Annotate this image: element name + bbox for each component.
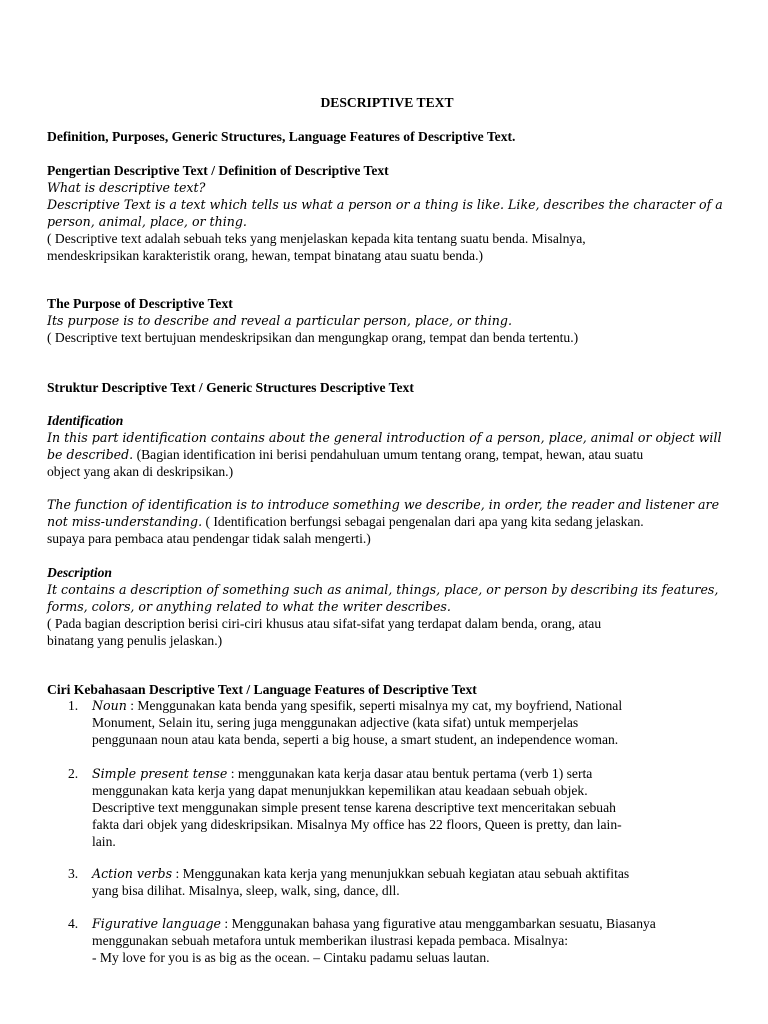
list-number: 2.: [68, 766, 79, 781]
identification-id-line2: (Bagian identification ini berisi pendahuluan umum tentang orang, tempat, hewan, atau suatu: [133, 447, 644, 462]
list-text: penggunaan noun atau kata benda, seperti a big house, a smart student, an independence woman.: [92, 732, 619, 747]
language-heading: Ciri Kebahasaan Descriptive Text / Language Features of Descriptive Text: [47, 682, 477, 697]
list-number: 3.: [68, 866, 79, 881]
description-en-line1: It contains a description of something such as animal, things, place, or person by describing its features,: [47, 582, 719, 597]
language-features-list-3: [47, 865, 727, 899]
purpose-section: [47, 295, 719, 346]
purpose-heading: The Purpose of Descriptive Text: [47, 296, 233, 311]
language-features-list-4: [47, 915, 727, 966]
list-number: 1.: [68, 698, 79, 713]
definition-section: [47, 162, 723, 264]
description-id-line1: ( Pada bagian description berisi ciri-ciri khusus atau sifat-sifat yang terdapat dalam benda, orang, atau: [47, 616, 602, 631]
list-item: [47, 915, 727, 966]
list-text: fakta dari objek yang dideskripsikan. Misalnya My office has 22 floors, Queen is pretty, dan lain-: [92, 817, 622, 832]
list-text: menggunakan kata kerja yang dapat menunjukkan kepemilikan atau keadaan sebuah objek.: [92, 783, 588, 798]
list-text: yang bisa dilihat. Misalnya, sleep, walk, sing, dance, dll.: [92, 883, 400, 898]
identification-label: Identification: [47, 413, 124, 428]
definition-heading: Pengertian Descriptive Text / Definition of Descriptive Text: [47, 163, 389, 178]
list-text: Descriptive text menggunakan simple present tense karena descriptive text menceritakan sebuah: [92, 800, 616, 815]
description-en-line2: forms, colors, or anything related to what the writer describes.: [47, 599, 451, 614]
identification-en-line1: In this part identification contains about the general introduction of a person, place, animal or object will: [47, 430, 722, 445]
identification-id-line3: object yang akan di deskripsikan.): [47, 464, 234, 479]
list-term: Simple present tense: [92, 766, 228, 781]
list-text: - My love for you is as big as the ocean. – Cintaku padamu seluas lautan.: [92, 950, 490, 965]
function-id-line3: supaya para pembaca atau pendengar tidak salah mengerti.): [47, 531, 371, 546]
definition-id-line1: ( Descriptive text adalah sebuah teks yang menjelaskan kepada kita tentang suatu benda. Misalnya,: [47, 231, 586, 246]
identification-en-line2: be described.: [47, 447, 134, 462]
function-en-line1: The function of identification is to introduce something we describe, in order, the reader and listener are: [47, 497, 720, 512]
definition-en-line2: person, animal, place, or thing.: [47, 214, 247, 229]
list-item: [47, 697, 727, 748]
language-features-list-2: [47, 765, 727, 850]
definition-id-line2: mendeskripsikan karakteristik orang, hewan, tempat binatang atau suatu benda.): [47, 248, 483, 263]
description-section: [47, 564, 719, 649]
description-id-line2: binatang yang penulis jelaskan.): [47, 633, 223, 648]
list-text: : Menggunakan bahasa yang figurative atau menggambarkan sesuatu, Biasanya: [220, 916, 656, 931]
list-text: : menggunakan kata kerja dasar atau bentuk pertama (verb 1) serta: [227, 766, 593, 781]
list-number: 4.: [68, 916, 79, 931]
page-title: DESCRIPTIVE TEXT: [320, 95, 454, 110]
function-id-line2: ( Identification berfungsi sebagai pengenalan dari apa yang kita sedang jelaskan.: [202, 514, 644, 529]
subtitle: Definition, Purposes, Generic Structures, Language Features of Descriptive Text.: [47, 129, 516, 144]
function-en-line2: not miss-understanding.: [47, 514, 203, 529]
purpose-en: Its purpose is to describe and reveal a particular person, place, or thing.: [47, 313, 512, 328]
purpose-id: ( Descriptive text bertujuan mendeskripsikan dan mengungkap orang, tempat dan benda tertentu.): [47, 330, 579, 345]
list-term: Action verbs: [92, 866, 173, 881]
list-text: : Menggunakan kata benda yang spesifik, seperti misalnya my cat, my boyfriend, National: [126, 698, 623, 713]
list-text: menggunakan sebuah metafora untuk memberikan ilustrasi kepada pembaca. Misalnya:: [92, 933, 569, 948]
definition-en-line1: Descriptive Text is a text which tells us what a person or a thing is like. Like, describes the character of a: [47, 197, 723, 212]
list-item: [47, 765, 727, 850]
description-label: Description: [47, 565, 112, 580]
list-text: Monument, Selain itu, sering juga menggunakan adjective (kata sifat) untuk memperjelas: [92, 715, 579, 730]
list-item: [47, 865, 727, 899]
definition-question: What is descriptive text?: [47, 180, 206, 195]
list-term: Noun: [92, 698, 127, 713]
identification-section: [47, 412, 722, 480]
list-text: lain.: [92, 834, 116, 849]
structure-section: [47, 379, 719, 396]
list-text: : Menggunakan kata kerja yang menunjukkan sebuah kegiatan atau sebuah aktifitas: [172, 866, 630, 881]
structure-heading: Struktur Descriptive Text / Generic Structures Descriptive Text: [47, 380, 414, 395]
identification-function: [47, 496, 719, 547]
language-features-list: [47, 697, 727, 748]
language-section: [47, 681, 719, 698]
list-term: Figurative language: [92, 916, 221, 931]
